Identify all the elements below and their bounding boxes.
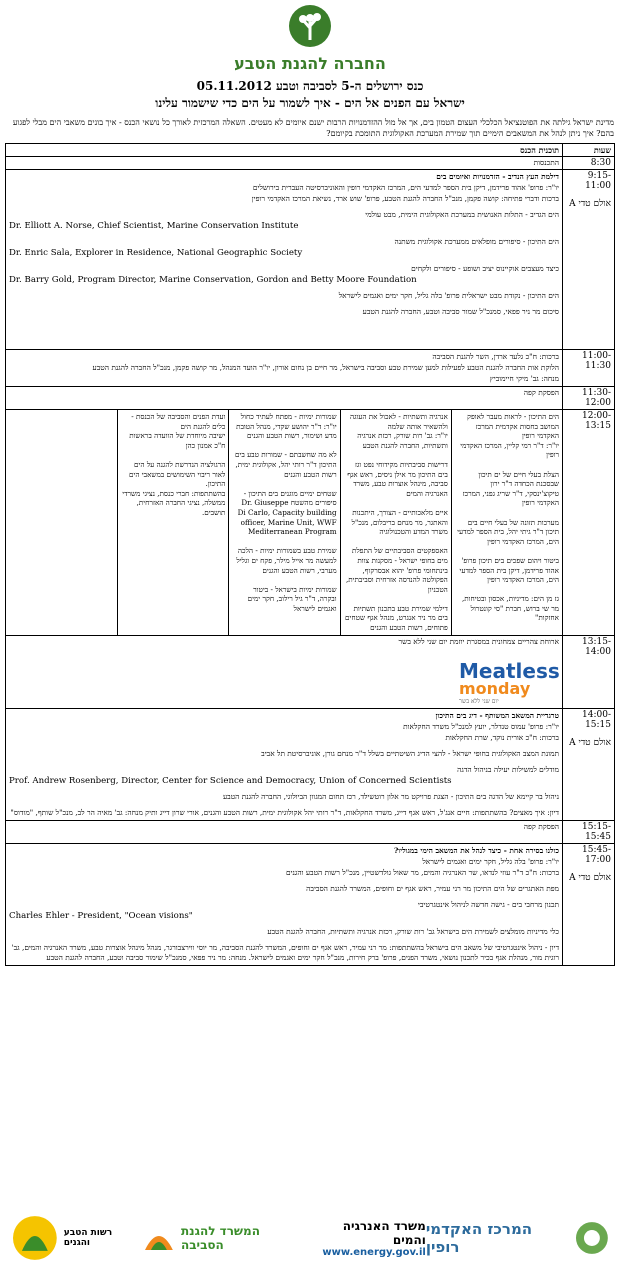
session-greet: ברכות ודברי פתיחה: קושה פקמן, מנכ"ל החברה להגנת הטבע, פרופ' שוש ארד, נשיאת המרכז האקדמי רופין — [251, 194, 559, 203]
talk-item: מפת האתגרים של הים התיכון מר רני עמיר, ראש אגף ים וחופים, המשרד להגנת הסביבה — [306, 883, 559, 893]
logo-line: monday — [459, 678, 531, 698]
energy-ministry-logo — [306, 1219, 426, 1258]
table-row — [6, 843, 615, 965]
table-row — [6, 410, 615, 636]
talk-item: הים התיכון - נקודת מבט ישראלית פרופ' בלה גליל, חקר ימים ואגמים לישראל — [338, 291, 559, 300]
sponsor-logos — [0, 1198, 620, 1278]
row-text: הפסקת קפה — [6, 820, 563, 843]
time-header: שעות — [563, 144, 615, 157]
talk-speaker: Dr. Enric Sala, Explorer in Residence, National Geographic Society — [9, 248, 303, 258]
session-chair: יו"ר: פרופ' אהוד פרידמן, דיקן בית הספר למדעי הים, המרכז האקדמי רופין והאוניברסיטה העברית בירושלים — [252, 183, 559, 192]
row-time-cell — [563, 843, 615, 965]
ruppin-icon — [574, 1220, 610, 1256]
row-time: 11:00-11:30 — [563, 350, 615, 387]
parks-text: רשות הטבע והגנים — [63, 1228, 113, 1248]
talk-title: הים התיכון - סיפורים מופלאים ממערכת אקולוגית משתנה — [394, 237, 559, 246]
logo-line: Meatless — [459, 658, 560, 683]
ruppin-logo — [426, 1220, 610, 1256]
table-row — [6, 387, 615, 410]
row-room: אולם טדי A — [569, 872, 611, 883]
table-row — [6, 157, 615, 170]
row-time: 15:45-17:00 — [582, 844, 611, 865]
session-cell — [6, 170, 563, 350]
talk-item: כלי מדיניות מומלצים לשמירת הים בישראל גב' רות שורק, רכזת אנרגיה ותשתיות, החברה להגנת הטבע — [267, 926, 559, 936]
schedule-table — [5, 143, 615, 966]
row-time: 15:15-15:45 — [563, 820, 615, 843]
session-heading: כולנו בסירה אחת - כיצד לנהל את המשאב הימי במגוליו? — [393, 845, 559, 855]
env-ministry-logo — [141, 1220, 306, 1256]
intro-text: מדינת ישראל גילתה את הפוטנציאל הכלכלי העצום הטמון בים, אך אל מול ההזדמנויות הרבות ישנם איומים לא מעטים. השאלה המרכזית לאורך כל נושאי הכנס - איך בונים משאבי הים מבלי לפגוע בהם? איך ניתן לנהל את המשאבים הימיים תוך שמירת המערכת האקולוגית התומכת בקיומם? — [12, 118, 614, 138]
talk-speaker: Prof. Andrew Rosenberg, Director, Center for Science and Democracy, Union of Concerned Scientists — [9, 775, 452, 786]
talk-title: כיצד מעצבים אוקיינוס יציב ושופע - סיפורים ולקחים — [411, 264, 559, 273]
row-time: 14:00-15:15 — [582, 709, 611, 730]
row-time: 13:15-14:00 — [563, 635, 615, 708]
table-row — [6, 350, 615, 387]
talk-speaker: Dr. Elliott A. Norse, Chief Scientist, Marine Conservation Institute — [9, 221, 299, 231]
lunch-text: ארוחת צהריים צמחונית במסגרת יוזמת יום שני ללא בשר — [398, 636, 559, 646]
talk-title: מודלים למשילות יעילה בניהול הדגה — [457, 764, 559, 774]
talk-speaker: Charles Ehler - President, "Ocean visions" — [9, 910, 193, 921]
session-chair: יו"ר: פרופ' בלה גליל, חקר ימים ואגמים לישראל — [422, 856, 559, 866]
row-time: 8:30 — [563, 157, 615, 170]
meatless-monday-logo — [459, 658, 560, 707]
table-row — [6, 170, 615, 350]
parks-icon — [10, 1213, 60, 1263]
table-row — [6, 635, 615, 708]
table-row — [6, 708, 615, 820]
parallel-session-empty — [6, 410, 117, 635]
org-name: החברה להגנת הטבע — [234, 54, 386, 73]
talk-title: הים הגדיב - התלות האנושית במערכת האקולוגית הימית, מבט עולמי — [365, 210, 559, 219]
table-row — [6, 820, 615, 843]
parallel-session: הים התיכון - לראות מעבר לאופק המושב בחסות אקדמית המרכז האקדמי רופין יו"ר: ד"ר רמי קליין, המרכז האקדמי רופין הצלת בעלי חיים של ים תיכון שבסכנת הכחדה ד"ר ירון טיקוצ'ינסקי, ד"ר שריג גפני, המרכז האקדמי רופין מערכות תזונה של בעלי חיים בים תיכון ד"ר גיתי יהל, בית הספר למדעי הים, המרכז האקדמי רופין ביטור ויהום שפכים בים תיכון פרופ' אהוד פרידמן, דיקן בית הספר למדעי הים, המרכז האקדמי רופין גז מן הים: מדיניות, אכסון ובטיחות, מר שי ברוש, חברת "סי קונטרול אחזקות" — [451, 410, 562, 635]
table-header-row — [6, 144, 615, 157]
talk-item: תמונת המצב האקולוגית בחופי ישראל - להצי הדיג השיטתיים בשלל ד"ר מנחם גורן, אוניברסיטת תל אביב — [261, 748, 559, 758]
session-chair: יו"ר: פרופ' עמוס טנדלר, יועץ למנכ"ל משרד החקלאות — [403, 721, 559, 731]
session-heading: דילמת העץ הנדיב - הזדמנויות ואיומים בים — [436, 172, 559, 181]
program-header: תוכנית הכנס — [6, 144, 563, 157]
session-cell — [6, 708, 563, 820]
parallel-sessions — [6, 410, 562, 635]
ceremony-line: ברכות: ח"כ גלעד ארדן, השר להגנת הסביבה — [432, 352, 559, 361]
nature-parks-logo — [10, 1213, 141, 1263]
header — [0, 0, 620, 111]
row-time: 11:30-12:00 — [563, 387, 615, 410]
talk-item: סיכום מר ניר פפאי, סמנכ"ל שמור סביבה וטבע, החברה להגנת הטבע — [362, 307, 559, 316]
energy-url: www.energy.gov.il — [322, 1246, 426, 1258]
parallel-session: ועדת הפנים והסביבה של הכנסת - כלים להגנת הים ישיבה מיוחדת של הוועדה בראשות ח"כ אמנון כהן הרגולציה הנדרשת להגנה על הים לאור ריבוי השימושים במשאבי הים התיכון. בהשתתפות: חברי כנסת, נציגי משרדי ממשלה, נציגי החברה האזרחית, תושבים. — [117, 410, 228, 635]
ruppin-text: המרכז האקדמי רופין — [425, 1220, 533, 1256]
lunch-cell — [6, 635, 563, 708]
talk-title: תכנון מרחבי בים - גישה חדשה לניהול אינטגרטיבי — [417, 899, 559, 909]
page-subtitle: ישראל עם הפנים אל הים - איך לשמור על הים כדי שישמור עלינו — [155, 96, 465, 110]
session-heading: טרגדיית המשאב המשותף - דיג בים התיכון — [435, 710, 559, 720]
parallel-session: שמורות ימיות - מפתח לעתיד כחול יו"ר: ד"ר יהושע שקדי, מנהל הטובת מדע ושימור, רשות הטבע והגנים לא מה שחשבתם - שמורות טבע בים התיכון ד"ר רותי יהל, אקולוגית ימית, רשות הטבע והגנים שטחים ימיים מוגנים בים התיכון - סיפורים מהשטח Dr. Giuseppe Di Carlo, Capacity building officer, Marine Unit, WWF Mediterranean Program שמירת טבע בשמורות ימיות - הלכה למעשה מר אייל מילר, פקח ים וגליל מערבי, רשות הטבע והגנים שמורות ימיות בישראל - ביטור ובקרה, ד"ר גיל רילוב, חקר ימים ואגמים לישראל — [228, 410, 339, 635]
talk-item: דיון - ניהול אינטגרטיבי של משאב הים בישראל בהשתתפות: מר רני עמיר, ראש אגף ים וחופים, המשרד להגנת הסביבה, מר יוסי ווירצבורגר, מנהל מינהל אוצרות טבע, משרד האנרגיה והמים, גב' רוגית מור, מנהלת אגף בכיר לתכנון נושאי, משרד הפנים, פרופ' ברק חירות, מנכ"ל חקר ימים ואגמים לישראל. מנחה: מר ניר פפאי, סמנכ"ל שימור סביבה וטבע, החברה להגנת הטבע — [11, 942, 559, 962]
env-text: המשרד להגנת הסביבה — [180, 1224, 260, 1252]
parallel-sessions-cell — [6, 410, 563, 636]
talk-speaker: Dr. Barry Gold, Program Director, Marine Conservation, Gordon and Betty Moore Foundation — [9, 275, 417, 285]
row-time-cell — [563, 170, 615, 350]
row-time: 9:15-11:00 — [585, 171, 611, 191]
logo-line: יום שני ללא בשר — [459, 697, 499, 705]
talk-item: דיון: איך מאצים? בהשתתפות: חיים אנג'ל, ראש אגף דייג, משרד החקלאות, ד"ר רותי יהל אקולוגית ימית, רשות הטבע והגנים, אורי שרון דייג ותיק מנחה: גב' מאיה הר לב, מנכ"ל שותף, "מודוס" — [10, 807, 559, 817]
page-title: כנס ירושלים ה-5 לסביבה וטבע 05.11.2012 — [196, 79, 424, 93]
row-time: 12:00-13:15 — [563, 410, 615, 636]
ceremony-line: הלוקת אות החברה להגנת הטבע לפעילות למען שמירת טבע וסביבה בישראל, מר חיים בן נחום אורון, יו"ר הועד המנהל, מר קושה פקמן, מנכ"ל החברה להגנת הטבע — [92, 363, 559, 372]
session-greet: ברכות: ח"כ אורית נוקד, שרת החקלאות — [445, 732, 559, 742]
spnl-logo-icon — [288, 4, 332, 48]
env-icon — [141, 1220, 177, 1256]
session-greet: ברכות: ח"כ ד"ר עוזי לנדאו, שר האנרגיה והמים, מר שאול גולדשטיין, מנכ"ל רשות הטבע והגנים — [285, 867, 559, 877]
row-text: התכנסות — [6, 157, 563, 170]
parallel-session: אנרגיה ותשתיות - לאכול את העוגה ולהשאיר אותה שלמה יו"ר: גב' רות שורק, רכזת אנרגיה ותשתיות, החברה להגנת הטבע דרישות סביבתיות מקידוחי נפט וגז בים התיכון מר אילן ניסים, ראש אגף סביבה, מינהל אוצרות טבע, משרד האנרגיה והמים איים מלאכותיים - הצורך, היתכנות והאתגר, מר מנחם בריבלום, מנכ"ל משרד המדע והטכנולוגיה האספקטים הסביבתיים של התפלת מים בחופי ישראל - מסקנות צוות בינתחומי פרופ' יהוא אבסרקוף, הפקולטה להנדסה אזרחית וסביבתית, הטכניון דילמי שמירת טבע בתכנון תשתיות בים מר ניר אנגרט, מנהל אגף שטחים פתוחים, רשות הטבע והגנים — [340, 410, 451, 635]
session-cell — [6, 843, 563, 965]
ceremony-line: מנחה: גב' מיקי חיימוביץ — [489, 374, 559, 383]
row-text: הפסקת קפה — [6, 387, 563, 410]
row-room: אולם טדי A — [569, 199, 611, 209]
talk-item: ניהול בר קיימא של הדגה בים התיכון - הצגת פרויקט מר אלון רוטשילד, רכז תחום המגוון הביולוגי, החברה להגנת הטבע — [222, 791, 559, 801]
row-time-cell — [563, 708, 615, 820]
energy-text: משרד האנרגיה והמים — [342, 1218, 426, 1247]
ceremony-cell — [6, 350, 563, 387]
row-room: אולם טדי A — [569, 737, 611, 748]
